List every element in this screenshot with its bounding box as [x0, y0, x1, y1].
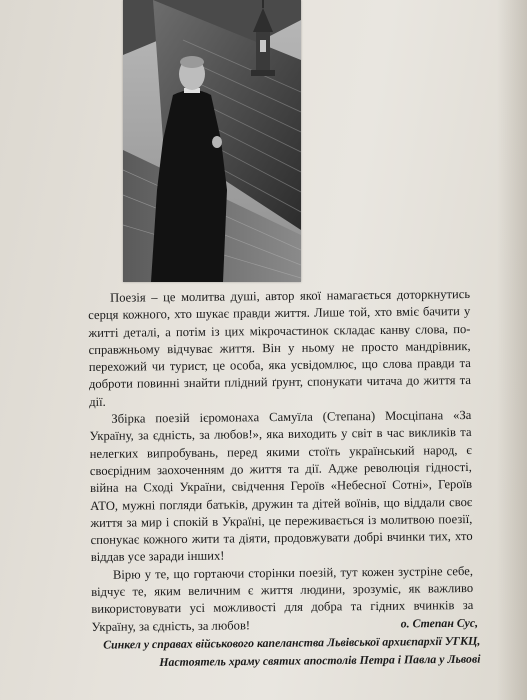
priest-photo — [123, 0, 301, 282]
paragraph-3: Вірю у те, що гортаючи сторінки поезій, тут кожен зустріне себе, відчує те, яким величним є життя людини, зрозуміє, як важливо використовувати усі можливості для добра та гідних вчинків за Україну, за єдність, за любов! — [91, 563, 474, 634]
priest-photo-image — [123, 0, 301, 282]
page-edge-shadow — [497, 0, 527, 700]
paragraph-1: Поезія – це молитва душі, автор якої намагається доторкнутись серця кожного, хто шукає правди життя. Лише той, хто вміє бачити у житті деталі, а потім із цих мікрочастинок складає канву слова, по-справжньому відчуває життя. Він у ньому не просто мандрівник, перехожий чи турист, це особа, яка усвідомлює, що слова правди та доброти повинні знайти плідний ґрунт, спонукати читача до життя та дії. — [88, 286, 472, 409]
signature-title-line-1: Синкел у справах військового капеланства Львівської архиєпархії УГКЦ, — [103, 633, 481, 652]
signature-name: о. Степан Сус, — [400, 615, 479, 631]
signature-block — [60, 614, 481, 672]
paragraph-2: Збірка поезій ієромонаха Самуїла (Степана) Мосціпана «За Україну, за єдність, за любов!», яка виходить у світ в час викликів та нелегких випробувань, перед якими стоїть український народ, є своєрідним заохоченням до життя та дії. Адже революція гідності, війна на Сході України, свідчення Героїв «Небесної Сотні», Героїв АТО, мужні погляди батьків, дружин та дітей воїнів, що віддали своє життя за мир і спокій в Україні, це переживається із молитвою поезії, спонукає кожного жити та діяти, продовжувати добрі вчинки тих, хто віддав усе заради інших! — [89, 408, 473, 565]
signature-title-line-2: Настоятель храму святих апостолів Петра і Павла у Львові — [159, 651, 481, 669]
foreword-text — [88, 286, 474, 636]
